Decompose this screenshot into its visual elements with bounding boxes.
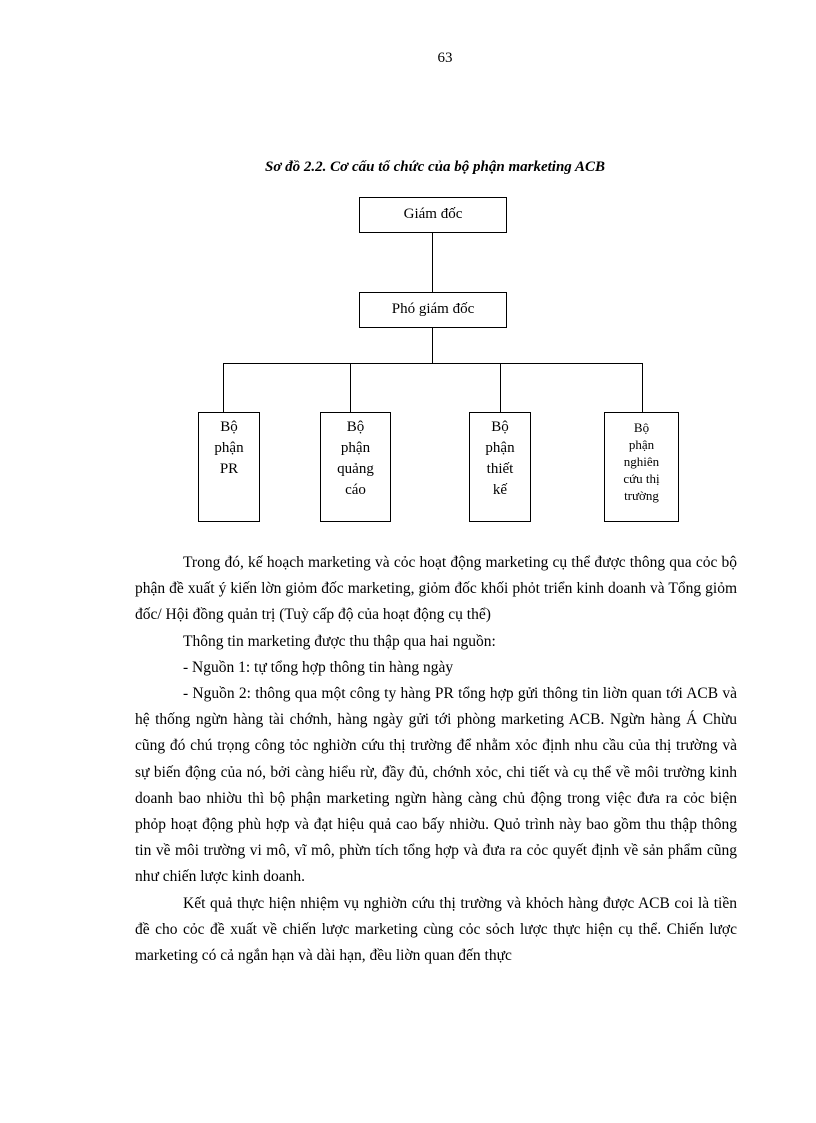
page-number: 63 [437,50,453,66]
dept-line: phận [214,440,244,456]
paragraph: Thông tin marketing được thu thập qua hai nguồn: [183,632,496,650]
dept-line: cáo [345,482,366,498]
connector-dept-2 [350,363,351,412]
dept-advertising-box [320,412,391,522]
paragraph: - Nguồn 1: tự tổng hợp thông tin hàng ngày [183,658,454,676]
body-text [135,550,737,969]
dept-line: thiết [486,461,514,477]
paragraph: Kết quả thực hiện nhiệm vụ nghiờn cứu thị trường và khỏch hàng được ACB coi là tiền đề cho cỏc đề xuất về chiến lược marketing cùng cỏc sỏch lược thực hiện cụ thể. Chiến lược marketing có cả ngắn hạn và dài hạn, đều liờn quan đến thực [135,894,737,965]
connector-dept-3 [500,363,501,412]
dept-line: Bộ [633,420,650,435]
connector-dept-1 [223,363,224,412]
connector-deputy-bus [432,328,433,363]
dept-line: Bộ [346,419,365,435]
dept-line: phận [340,440,371,456]
connector-bus [223,363,643,364]
dept-line: phận [628,437,655,452]
paragraph: - Nguồn 2: thông qua một công ty hàng PR tổng hợp gửi thông tin liờn quan tới ACB và hệ thống ngừn hàng tài chớnh, hàng ngày gửi tới phòng marketing ACB. Ngừn hàng Á Chừu cũng đó chú trọng công tỏc nghiờn cứu thị trường để nhằm xỏc định nhu cầu của thị trường và sự biến động của nó, bởi càng hiểu rừ, đầy đủ, chớnh xỏc, chi tiết và cụ thể về môi trường kinh doanh bao nhiờu thì bộ phận marketing ngừn hàng càng chủ động trong việc đưa ra cỏc biện phỏp hoạt động phù hợp và đạt hiệu quả cao bấy nhiờu. Quỏ trình này bao gồm thu thập thông tin về môi trường vi mô, vĩ mô, phừn tích tổng hợp và đưa ra cỏc quyết định về sản phẩm cũng như chiến lược kinh doanh. [135,685,737,886]
dept-line: quảng [337,461,374,477]
connector-director-deputy [432,233,433,292]
dept-line: phận [485,440,515,456]
dept-line: nghiên [623,454,660,469]
dept-line: PR [219,461,239,477]
director-box: Giám đốc [359,197,507,233]
dept-design-box [469,412,531,522]
dept-pr-box [198,412,260,522]
diagram-title: Sơ đồ 2.2. Cơ cấu tổ chức của bộ phận marketing ACB [265,159,605,175]
dept-line: cứu thị [623,471,660,486]
dept-line: Bộ [220,419,238,435]
dept-line: kế [492,482,508,498]
dept-market-research-box [604,412,679,522]
deputy-director-box: Phó giám đốc [359,292,507,328]
connector-dept-4 [642,363,643,412]
dept-line: trường [624,488,659,503]
dept-line: Bộ [491,419,509,435]
paragraph: Trong đó, kế hoạch marketing và cỏc hoạt động marketing cụ thể được thông qua cỏc bộ phận đề xuất ý kiến lờn giỏm đốc marketing, giỏm đốc khối phỏt triển kinh doanh và Tổng giỏm đốc/ Hội đồng quản trị (Tuỳ cấp độ của hoạt động cụ thể) [135,554,737,624]
